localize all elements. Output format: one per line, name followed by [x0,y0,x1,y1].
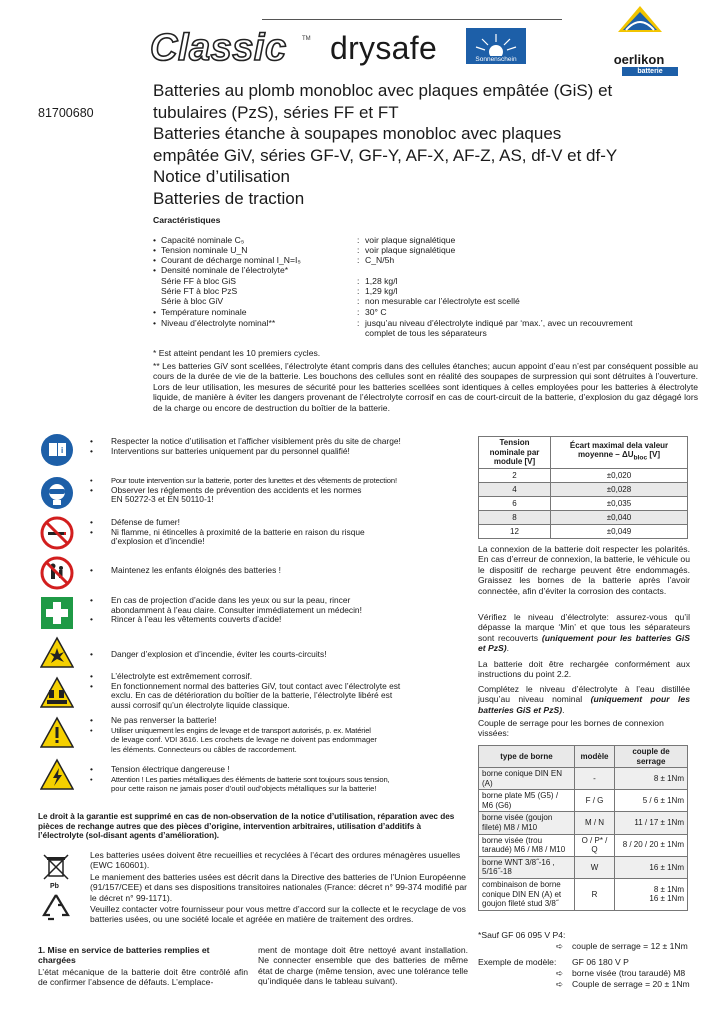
spec-value: voir plaque signalétique [365,235,456,245]
electrolyte-level-text: Vérifiez le niveau d’électrolyte: assurez-vous qu’il dépasse la marque ‘Min’ et que tous les séparateurs sont recouverts (uniquement pour les batteries GiS et PzS). [478,612,691,654]
list-item: • Ni flamme, ni étincelles à proximité de la batterie en raison du risque [90,528,468,538]
spec-label: • Tension nominale U_N [153,245,353,255]
pb-label: Pb [50,883,59,890]
list-item: • Interventions sur batteries uniquement par du personnel qualifié! [90,447,468,457]
table-cell: 12 [479,524,551,538]
table-cell: - [575,768,615,790]
table-cell: combinaison de borne conique DIN EN (A) et goujon fileté stud 3/8˝ [479,878,575,910]
no-smoking-icon [40,516,74,550]
title-line: Batteries au plomb monobloc avec plaques empâtée (GiS) et [153,81,613,100]
sonnenschein-logo [466,28,526,64]
table-cell: 5 / 6 ± 1Nm [615,790,688,812]
spec-colon: : [357,296,360,306]
list-item-continued: de levage conf. VDI 3616. Les crochets de levage ne doivent pas endommager [111,735,377,745]
characteristics-heading: Caractéristiques [153,215,221,225]
section-1-heading: 1. Mise en service de batteries remplies et chargées [38,945,210,966]
spec-value: 1,29 kg/l [365,286,398,296]
table-cell: 16 ± 1Nm [615,856,688,878]
table-cell: borne visée (goujon fileté) M8 / M10 [479,812,575,834]
footnote-example-torque: Couple de serrage = 20 ± 1Nm [572,979,690,989]
spec-label: • Capacité nominale C₅ [153,235,353,245]
list-item: • Respecter la notice d’utilisation et l’afficher visiblement près du site de charge! [90,437,468,447]
safety-block-smoking [90,518,468,547]
table-cell: borne conique DIN EN (A) [479,768,575,790]
list-item: • Observer les réglements de prévention des accidents et les normes [90,486,468,496]
first-aid-icon [40,596,74,630]
table-row [479,524,688,538]
svg-text:TM: TM [302,36,311,42]
table-cell: borne WNT 3/8˝-16 , 5/16˝-18 [479,856,575,878]
spec-colon: : [357,245,360,255]
footnote-example-terminal: borne visée (trou taraudé) M8 [572,968,686,978]
table-cell: W [575,856,615,878]
footnote-example-model: GF 06 180 V P [572,957,629,967]
document-number: 81700680 [38,106,94,120]
safety-block-corrosive [90,672,468,710]
list-item: • Danger d’explosion et d’incendie, éviter les courts-circuits! [90,650,468,660]
spec-label: • Température nominale [153,307,353,317]
table-header: couple de serrage [615,746,688,768]
table-header: Écart maximal dela valeur moyenne – $\Delta U_{bloc}$ [V] [551,437,688,469]
table-row [479,482,688,496]
spec-value: jusqu’au niveau d’électrolyte indiqué par ‘max.’, avec un recouvrement [365,318,633,328]
characteristics-note-2: ** Les batteries GiV sont scellées, l’électrolyte étant compris dans des cellules étanches; aucun appoint d’eau n’est par conséquent possible au cours de la durée de vie de la batterie. Les bouchons des cellules sont en réalité des soupapes de surpression qui sont détruites à l’ouverture. Lors de leur utilisation, les mesures de sécurité pour les batteries scellées sont identiques à celles employées pour les batteries à électrolyte liquide, de manière à éviter les dangers provenant de l’électrolyte corrosif en cas de court-circuit de la batterie, d’explosion du gaz dégagé lors de la charge ou encore de destruction du boîtier de la batterie. [153,361,698,413]
table-row [479,790,688,812]
footnote-exception-value: couple de serrage = 12 ± 1Nm [572,941,688,951]
list-item-continued: EN 50272-3 et EN 50110-1! [111,494,214,505]
table-cell: R [575,878,615,910]
torque-table [478,745,688,911]
document-title [153,80,698,209]
spec-colon: : [357,235,360,245]
crossed-bin-icon [42,852,70,884]
spec-colon: : [357,255,360,265]
table-cell: 8 [479,510,551,524]
table-cell: 2 [479,468,551,482]
table-row [479,856,688,878]
explosion-warning-icon [40,636,74,670]
table-header: Tension nominale par module [V] [479,437,551,469]
safety-block-voltage [90,765,468,794]
spec-label: Série à bloc GiV [161,296,224,306]
list-item-continued: exclu. En cas de détérioration du boîtier de la batterie, l’électrolyte libéré est [111,690,393,701]
table-row [479,812,688,834]
list-item-continued: aussi corrosif qu’un électrolyte liquide classique. [111,699,290,710]
table-cell: borne plate M5 (G5) / M6 (G6) [479,790,575,812]
no-children-icon [40,556,74,590]
voltage-tolerance-table [478,436,688,539]
oerlikon-sub-label: batterie [622,67,678,76]
list-item: • L’électrolyte est extrêmement corrosif. [90,672,468,682]
table-cell: 6 [479,496,551,510]
header-rule [262,19,562,20]
warranty-notice: Le droit à la garantie est supprimé en cas de non-observation de la notice d’utilisation, réparation avec des pièces de rechange autres que des pièces d’origine, intervention arbitraires, utilisation d’additifs à l’électrolyte (sol-disant agents d’amélioration). [38,812,455,841]
torque-intro-text: Couple de serrage pour les bornes de connexion vissées: [478,718,664,739]
list-item: • Défense de fumer! [90,518,468,528]
title-line: empâtée GiV, séries GF-V, GF-Y, AF-X, AF-Z, AS, df-V et df-Y [153,145,618,165]
recycle-icon [40,893,72,923]
table-cell: O / P* / Q [575,834,615,856]
section-1-col1: L’état mécanique de la batterie doit être contrôlé afin de confirmer l’absence de défauts. L’emplace- [38,967,248,988]
arrow-icon: ➪ [556,941,564,951]
safety-block-goggles [90,476,468,505]
drysafe-logo: drysafe [330,30,438,66]
list-item: • Utiliser uniquement les engins de levage et de transport autorisés, p. ex. Matériel [90,726,468,736]
spec-value-continued: complet de tous les séparateurs [365,328,487,338]
table-row [479,834,688,856]
title-line: Batteries de traction [153,188,305,208]
footnote-exception: *Sauf GF 06 095 V P4: [478,930,566,940]
arrow-icon: ➪ [556,979,564,989]
table-row [479,510,688,524]
spec-value: voir plaque signalétique [365,245,456,255]
spec-label: Série FT à bloc PzS [161,286,238,296]
list-item: • Ne pas renverser la batterie! [90,716,468,726]
list-item-continued: les éléments. Connecteurs ou câbles de raccordement. [111,744,297,754]
table-cell: 8 / 20 / 20 ± 1Nm [615,834,688,856]
spec-value: C_N/5h [365,255,395,265]
list-item: • Maintenez les enfants éloignés des batteries ! [90,566,468,576]
list-item: • En cas de projection d’acide dans les yeux ou sur la peau, rincer [90,596,468,606]
safety-block-first-aid [90,596,468,625]
oerlikon-label: oerlikon [613,52,665,67]
table-cell: ±0,028 [551,482,688,496]
spec-label: • Niveau d’électrolyte nominal** [153,318,353,328]
voltage-warning-icon [40,758,74,792]
characteristics-note-1: * Est atteint pendant les 10 premiers cycles. [153,348,321,358]
table-header: modèle [575,746,615,768]
corrosive-warning-icon [40,676,74,710]
footnote-example-label: Exemple de modèle: [478,957,557,967]
list-item-continued: abondamment à l’eau claire. Consulter immédiatement un médecin! [111,604,362,615]
spec-colon: : [357,307,360,317]
sun-icon [466,28,526,56]
spec-colon: : [357,276,360,286]
list-item: • Tension électrique dangereuse ! [90,765,468,775]
arrow-icon: ➪ [556,968,564,978]
table-cell: F / G [575,790,615,812]
spec-value: non mesurable car l’électrolyte est scellé [365,296,520,306]
safety-block-children [90,566,468,576]
list-item-continued: pour cette raison ne jamais poser d’outil oud’objects métalliques sur la batterie! [111,784,377,794]
safety-block-explosion [90,650,468,660]
table-cell: borne visée (trou taraudé) M6 / M8 / M10 [479,834,575,856]
table-row [479,496,688,510]
spec-label: • Courant de décharge nominal I_N=I₅ [153,255,353,265]
sonnenschein-label: Sonnenschein [475,56,517,63]
table-cell: ±0,035 [551,496,688,510]
list-item: • Rincer à l’eau les vêtements couverts d’acide! [90,615,468,625]
title-line: tubulaires (PzS), séries FF et FT [153,102,399,122]
list-item: • Attention ! Les parties métalliques des éléments de batterie sont toujours sous tension, [90,775,468,785]
recycle-text-2: Le maniement des batteries usées est décrit dans la Directive des batteries de l’Union Européenne (91/157/CEE) et dans ses dispositions transitoires nationales (France: décret n° 99-374 modifié par le décret n° 99-1171). [90,872,467,903]
spec-label: • Densité nominale de l’électrolyte* [153,265,353,275]
table-row [479,768,688,790]
spec-value: 1,28 kg/l [365,276,398,286]
table-cell: ±0,049 [551,524,688,538]
read-manual-icon [40,433,74,467]
table-row [479,468,688,482]
list-item: • En fonctionnement normal des batteries GiV, tout contact avec l’électrolyte est [90,682,468,692]
list-item: • Pour toute intervention sur la batterie, porter des lunettes et des vêtements de protection! [90,476,468,486]
recycle-text-3: Veuillez contacter votre fournisseur pour vous mettre d’accord sur la collecte et le recyclage de vos batteries usées, ou une société locale et agréée en matière de traitement des ordres. [90,904,466,925]
polarity-text: La connexion de la batterie doit respecter les polarités. En cas d’erreur de connexion, la batterie, le véhicule ou le dispositif de recharge peuvent être endommagés. Graissez les bornes de la batterie après l’avoir connectée, afin d’éviter la corrosion des contacts. [478,544,690,596]
safety-block-manual [90,437,468,456]
recycle-text-1: Les batteries usées doivent être recueillies et recyclées à l’écart des ordures ménagères usuelles (EWC 160601). [90,850,461,871]
table-cell: 4 [479,482,551,496]
topup-text: Complétez le niveau d’électrolyte à l’eau distillée jusqu’au niveau nominal (uniquement pour les batteries GiS et PzS). [478,684,690,715]
svg-text:i: i [61,446,64,455]
list-item-continued: d’explosion et d’incendie! [111,536,205,547]
table-cell: 11 / 17 ± 1Nm [615,812,688,834]
spec-label: Série FF à bloc GiS [161,276,236,286]
table-cell: ±0,020 [551,468,688,482]
goggles-icon [40,476,74,510]
title-line: Batteries étanche à soupapes monobloc avec plaques [153,124,562,143]
classic-logo-text: Classic [150,27,287,68]
spec-colon: : [357,318,360,328]
section-1-col2: ment de montage doit être nettoyé avant installation. Ne connecter ensemble que des batteries de même état de charge (même tension, avec une tolérance telle qu’indiquée dans le tableau suivant). [258,945,468,987]
table-cell: 8 ± 1Nm [615,768,688,790]
table-cell: 8 ± 1Nm 16 ± 1Nm [615,878,688,910]
general-warning-icon [40,716,74,750]
table-cell: ±0,040 [551,510,688,524]
table-cell: M / N [575,812,615,834]
table-row [479,878,688,910]
title-line: Notice d’utilisation [153,167,291,186]
spec-value: 30° C [365,307,387,317]
safety-block-handling [90,716,468,754]
classic-logo [150,24,312,68]
table-header: type de borne [479,746,575,768]
recharge-text: La batterie doit être rechargée conformément aux instructions du point 2.2. [478,659,690,680]
spec-colon: : [357,286,360,296]
